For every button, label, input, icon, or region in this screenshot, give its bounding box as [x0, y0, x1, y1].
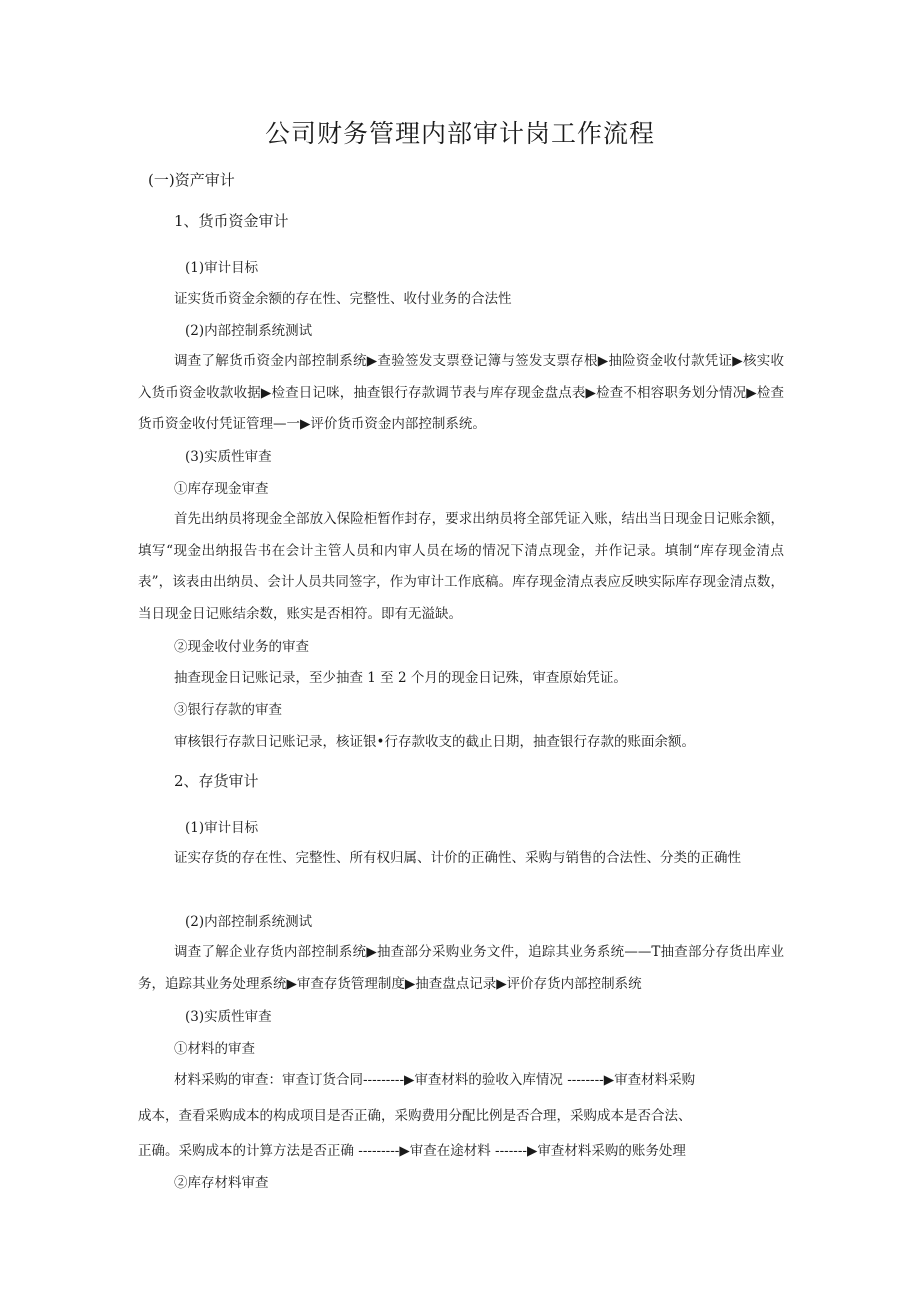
cash-audit-objective-label: (1)审计目标 [185, 260, 259, 276]
subsection-heading-inventory-audit: 2、存货审计 [174, 772, 259, 790]
materials-review-text-line1: 材料采购的审查：审查订货合同---------▶审查材料的验收入库情况 --------▶审查材料采购 [174, 1072, 696, 1088]
cash-on-hand-review-label: ①库存现金审查 [174, 481, 269, 497]
inventory-audit-objective-label: (1)审计目标 [185, 820, 259, 836]
cash-transactions-review-label: ②现金收付业务的审查 [174, 639, 309, 655]
section-heading-asset-audit: (一)资产审计 [148, 171, 235, 189]
cash-internal-control-text: 调查了解货币资金内部控制系统▶查验签发支票登记簿与签发支票存根▶抽险资金收付款凭证▶核实收入货币资金收款收据▶检查日记咪，抽查银行存款调节表与库存现金盘点表▶检查不相容职务划分情况▶检查货币资金收付凭证管理—一▶评价货币资金内部控制系统。 [138, 353, 784, 433]
cash-audit-objective-text: 证实货币资金余额的存在性、完整性、收付业务的合法性 [174, 291, 512, 307]
cash-internal-control-label: (2)内部控制系统测试 [185, 323, 313, 339]
bank-deposit-review-label: ③银行存款的审查 [174, 702, 282, 718]
inventory-substantive-review-label: (3)实质性审查 [185, 1009, 272, 1025]
cash-on-hand-review-text: 首先出纳员将现金全部放入保险柜暂作封存，要求出纳员将全部凭证入账，结出当日现金日记账余额，填写“现金出纳报告书在会计主管人员和内审人员在场的情况下清点现金，并作记录。填制“库存现金清点表”，该表由出纳员、会计人员共同签字，作为审计工作底稿。库存现金清点表应反映实际库存现金清点数，当日现金日记账结余数，账实是否相符。即有无溢缺。 [138, 511, 784, 623]
cash-transactions-review-text: 抽查现金日记账记录，至少抽查 1 至 2 个月的现金日记殊，审查原始凭证。 [174, 670, 627, 686]
materials-review-text-line2: 成本，查看采购成本的构成项目是否正确，采购费用分配比例是否合理，采购成本是否合法、 [138, 1108, 692, 1124]
inventory-audit-objective-text: 证实存货的存在性、完整性、所有权归属、计价的正确性、采购与销售的合法性、分类的正确性 [174, 850, 741, 866]
subsection-heading-cash-audit: 1、货币资金审计 [174, 212, 289, 230]
inventory-internal-control-label: (2)内部控制系统测试 [185, 914, 313, 930]
document-title: 公司财务管理内部审计岗工作流程 [264, 119, 655, 148]
stock-materials-review-label: ②库存材料审查 [174, 1175, 269, 1191]
inventory-internal-control-text: 调查了解企业存货内部控制系统▶抽查部分采购业务文件，追踪其业务系统——T抽查部分存货出库业务，追踪其业务处理系统▶审查存货管理制度▶抽查盘点记录▶评价存货内部控制系统 [138, 944, 784, 992]
materials-review-label: ①材料的审查 [174, 1041, 255, 1057]
bank-deposit-review-text: 审核银行存款日记账记录，核证银•行存款收支的截止日期，抽查银行存款的账面余额。 [174, 734, 695, 750]
cash-substantive-review-label: (3)实质性审查 [185, 449, 272, 465]
materials-review-text-line3: 正确。采购成本的计算方法是否正确 ---------▶审查在途材料 -------▶审查材料采购的账务处理 [138, 1143, 686, 1159]
